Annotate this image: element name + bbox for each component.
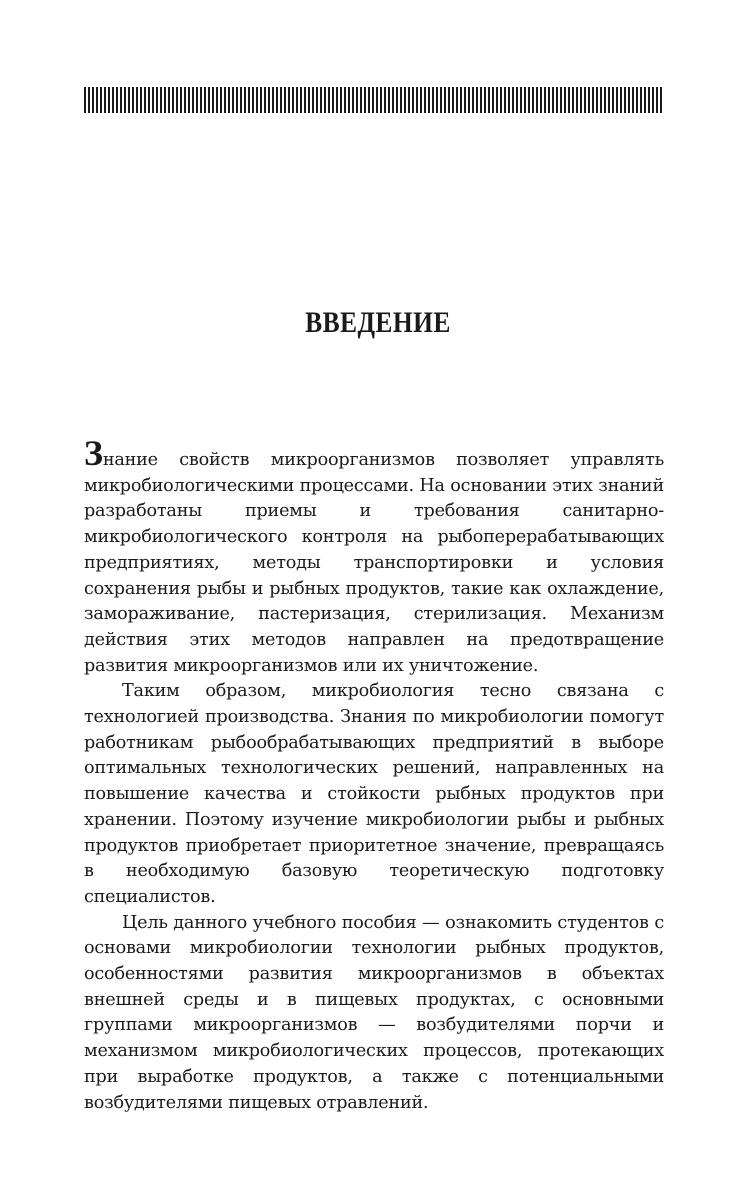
paragraph-2: Таким образом, микробиология тесно связана с технологией производства. Знания по микробиологии помогут работникам рыбообрабатывающих предприятий в выборе оптимальных технологических решений, направленных на повышение качества и стойкости рыбных продуктов при хранении. Поэтому изучение микробиологии рыбы и рыбных продуктов приобретает приоритетное значение, превращаясь в необходимую базовую теоретическую подготовку специалистов. xyxy=(84,681,664,907)
paragraph-3: Цель данного учебного пособия — ознакомить студентов с основами микробиологии технологии рыбных продуктов, особенностями развития микроорганизмов в объектах внешней среды и в пищевых продуктах, с основными группами микроорганизмов — возбудителями порчи и механизмом микробиологических процессов, протекающих при выработке продуктов, а также с потенциальными возбудителями пищевых отравлений. xyxy=(84,912,664,1113)
decorative-hatched-rule xyxy=(84,87,664,113)
paragraph-1-text: нание свойств микроорганизмов позволяет управлять микробиологическими процессами. На основании этих знаний разработаны приемы и требования санитарно-микробиологического контроля на рыбоперерабатывающих предприятиях, методы транспортировки и условия сохранения рыбы и рыбных продуктов, такие как охлаждение, замораживание, пастеризация, стерилизация. Механизм действия этих методов направлен на предотвращение развития микроорганизмов или их уничтожение. xyxy=(84,450,664,676)
chapter-title: ВВЕДЕНИЕ xyxy=(305,306,451,339)
paragraph-1 xyxy=(84,433,664,679)
dropcap-letter: З xyxy=(84,433,103,473)
body-text xyxy=(84,433,664,1116)
